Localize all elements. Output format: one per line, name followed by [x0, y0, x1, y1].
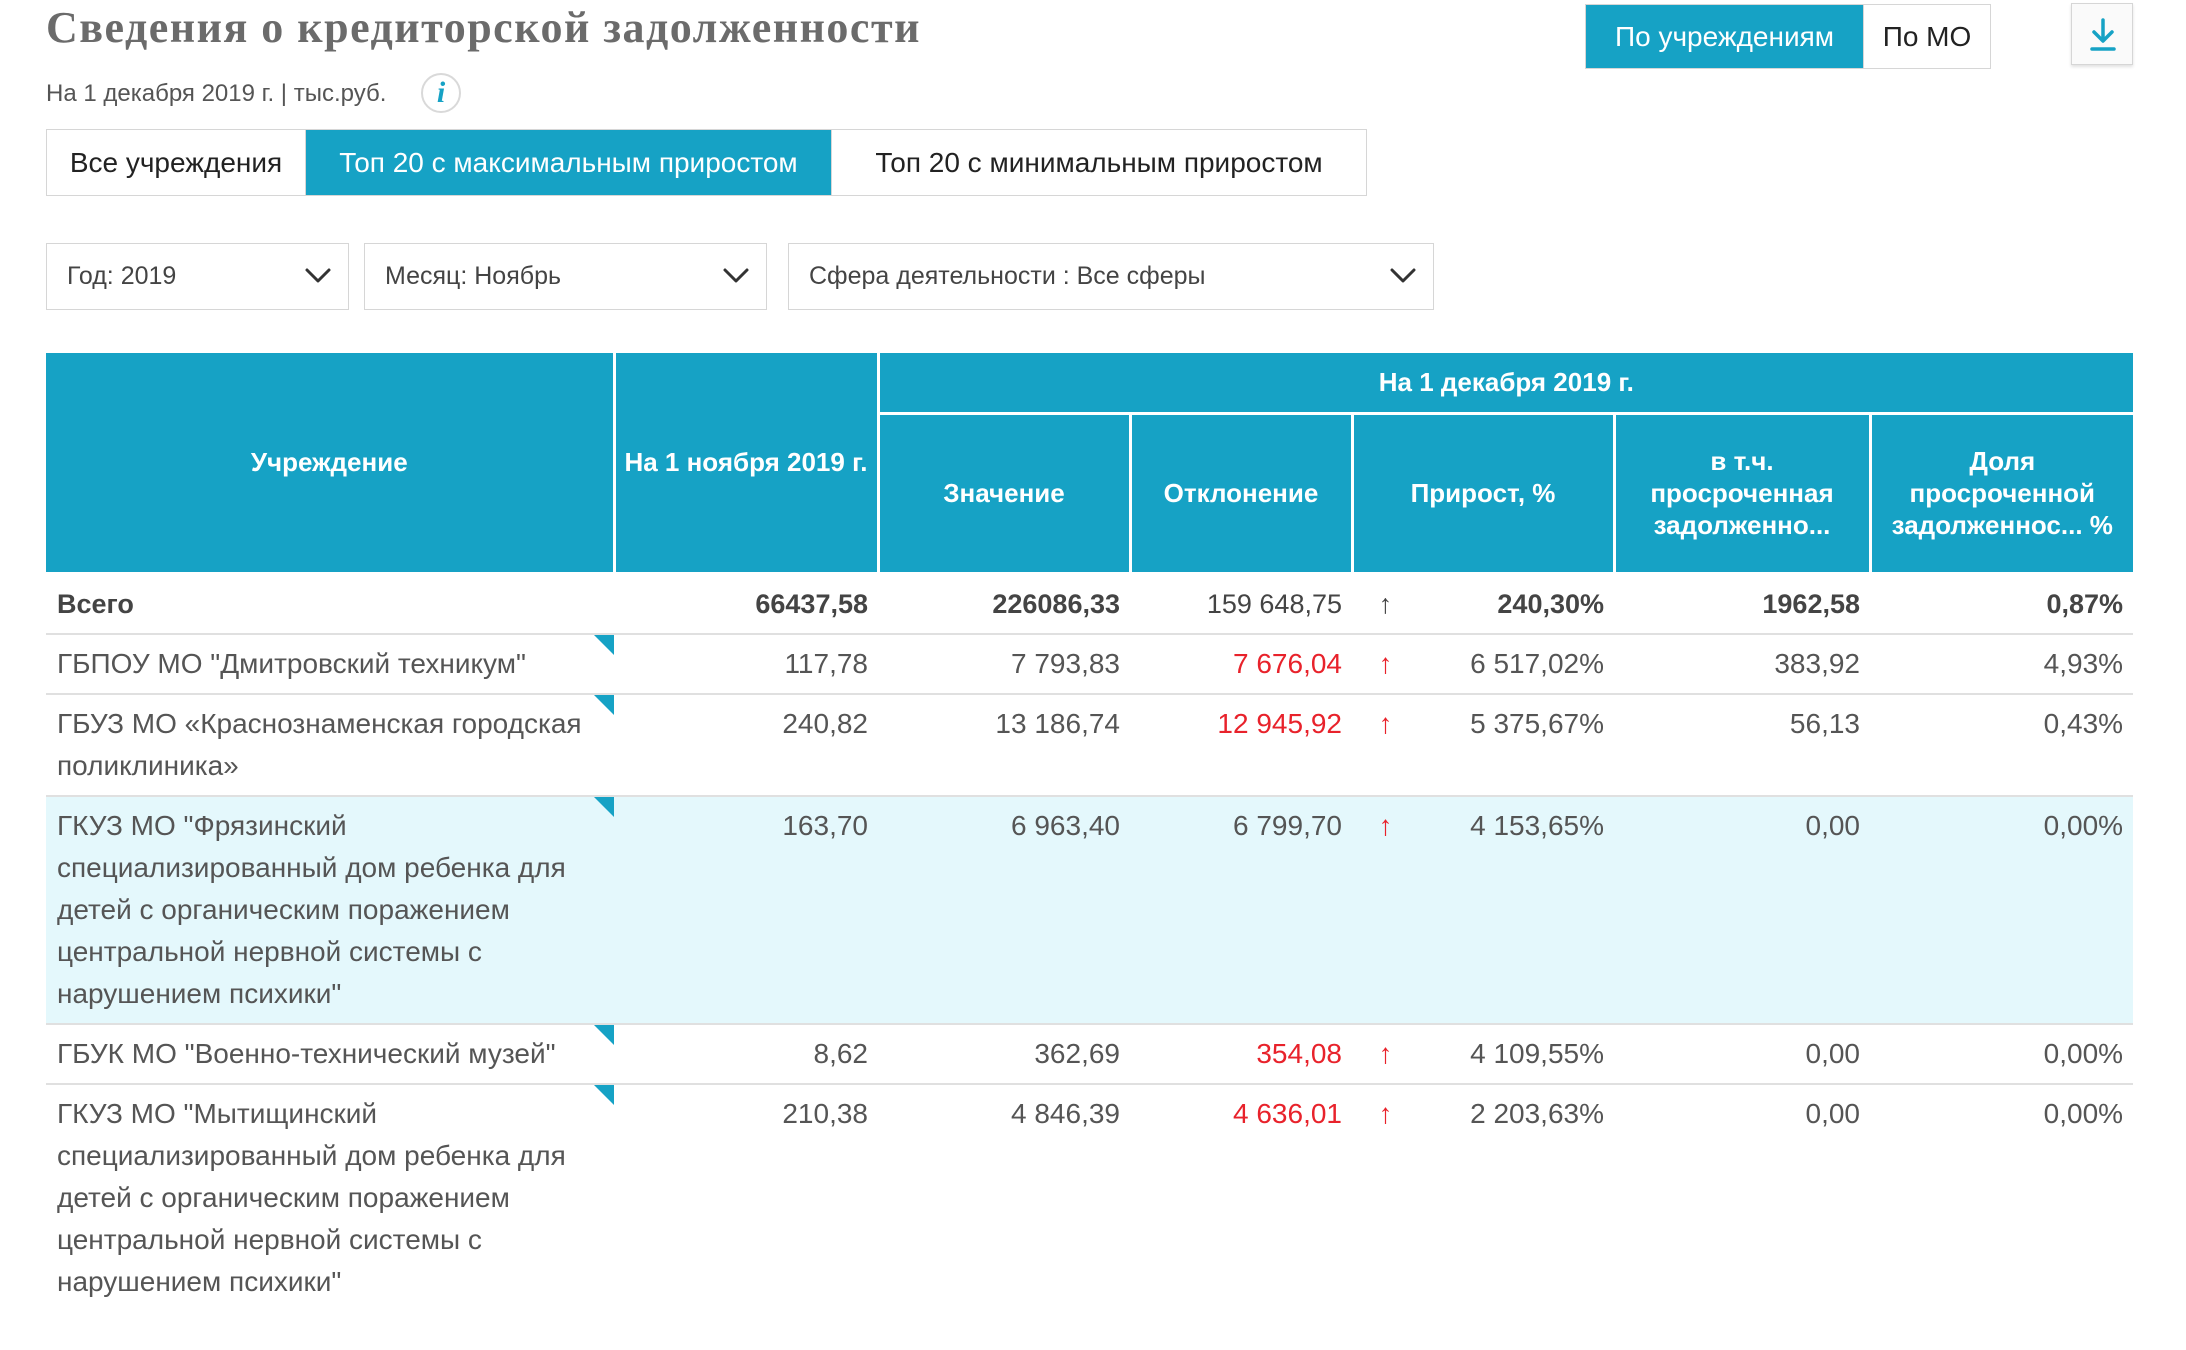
col-header-deviation[interactable]: Отклонение [1130, 413, 1352, 573]
row-name: ГКУЗ МО "Фрязинский специализированный дом ребенка для детей с органическим поражением центральной нервной системы с нарушением психики" [57, 809, 566, 1009]
table-row-total [46, 573, 2133, 634]
page-subtitle: На 1 декабря 2019 г. | тыс.руб. [46, 80, 387, 107]
table-row[interactable] [46, 1084, 2133, 1311]
tab-top-max-growth[interactable]: Топ 20 с максимальным приростом [305, 130, 831, 195]
by-institution-button[interactable]: По учреждениям [1586, 5, 1863, 68]
row-name: Всего [46, 573, 614, 634]
expand-corner-icon[interactable] [594, 1085, 614, 1105]
row-share: 0,43% [1870, 694, 2133, 796]
row-growth: 4 153,65% [1419, 796, 1614, 1024]
row-value: 226086,33 [878, 573, 1130, 634]
year-dropdown-label: Год: 2019 [67, 262, 177, 290]
debt-table [46, 353, 2133, 1311]
col-header-nov1[interactable]: На 1 ноября 2019 г. [614, 353, 878, 573]
chevron-down-icon [1389, 266, 1417, 286]
row-name: ГБПОУ МО "Дмитровский техникум" [57, 647, 526, 679]
row-overdue: 1962,58 [1614, 573, 1870, 634]
row-deviation: 7 676,04 [1130, 634, 1352, 694]
row-name: ГБУЗ МО «Краснознаменская городская поликлиника» [57, 707, 582, 781]
expand-corner-icon[interactable] [594, 1025, 614, 1045]
arrow-up-icon: ↑ [1352, 694, 1419, 796]
expand-corner-icon[interactable] [594, 797, 614, 817]
row-nov1: 210,38 [782, 1097, 868, 1129]
row-deviation: 159 648,75 [1130, 573, 1352, 634]
row-deviation: 354,08 [1130, 1024, 1352, 1084]
row-name-cell [46, 694, 614, 796]
row-growth: 2 203,63% [1470, 1097, 1604, 1129]
col-header-institution[interactable]: Учреждение [46, 353, 614, 573]
row-overdue: 56,13 [1614, 694, 1870, 796]
col-header-overdue[interactable]: в т.ч. просроченная задолженно... [1614, 413, 1870, 573]
sphere-dropdown-label: Сфера деятельности : Все сферы [809, 262, 1206, 290]
row-nov1: 117,78 [614, 634, 878, 694]
row-growth: 5 375,67% [1419, 694, 1614, 796]
col-group-header-dec1: На 1 декабря 2019 г. [878, 353, 2133, 413]
row-deviation: 12 945,92 [1130, 694, 1352, 796]
arrow-up-icon: ↑ [1352, 796, 1419, 1024]
row-growth: 240,30% [1419, 573, 1614, 634]
col-header-growth[interactable]: Прирост, % [1352, 413, 1614, 573]
row-growth: 6 517,02% [1419, 634, 1614, 694]
row-name-cell [46, 634, 614, 694]
download-icon [2089, 18, 2117, 52]
table-row[interactable] [46, 1024, 2133, 1084]
arrow-up-icon: ↑ [1352, 573, 1419, 634]
row-nov1: 163,70 [614, 796, 878, 1024]
row-name-cell [46, 1084, 614, 1311]
arrow-up-icon: ↑ [1352, 634, 1419, 694]
by-mo-button[interactable]: По МО [1863, 5, 1990, 68]
row-share: 0,00% [1870, 796, 2133, 1024]
row-share: 0,00% [1870, 1024, 2133, 1084]
row-overdue: 383,92 [1614, 634, 1870, 694]
row-value: 13 186,74 [878, 694, 1130, 796]
row-overdue: 0,00 [1614, 796, 1870, 1024]
row-growth: 4 109,55% [1419, 1024, 1614, 1084]
arrow-up-icon: ↑ [1352, 1024, 1419, 1084]
col-header-value[interactable]: Значение [878, 413, 1130, 573]
expand-corner-icon[interactable] [594, 635, 614, 655]
filter-tabs [46, 129, 1367, 196]
row-deviation: 6 799,70 [1130, 796, 1352, 1024]
page-title: Сведения о кредиторской задолженности [46, 3, 921, 52]
row-deviation: 4 636,01 [1233, 1097, 1342, 1129]
info-icon[interactable]: i [421, 73, 461, 113]
row-value: 4 846,39 [1011, 1097, 1120, 1129]
col-header-overdue-share[interactable]: Доля просроченной задолженнос... % [1870, 413, 2133, 573]
row-value: 6 963,40 [878, 796, 1130, 1024]
row-overdue: 0,00 [1805, 1097, 1860, 1129]
chevron-down-icon [304, 266, 332, 286]
tab-top-min-growth[interactable]: Топ 20 с минимальным приростом [831, 130, 1366, 195]
expand-corner-icon[interactable] [594, 695, 614, 715]
sphere-dropdown[interactable] [788, 243, 1434, 310]
row-value: 7 793,83 [878, 634, 1130, 694]
month-dropdown[interactable] [364, 243, 767, 310]
row-value: 362,69 [878, 1024, 1130, 1084]
row-name-cell [46, 796, 614, 1024]
table-row[interactable] [46, 796, 2133, 1024]
arrow-up-icon: ↑ [1378, 1097, 1393, 1129]
year-dropdown[interactable] [46, 243, 349, 310]
row-nov1: 8,62 [614, 1024, 878, 1084]
row-name-cell [46, 1024, 614, 1084]
row-nov1: 240,82 [614, 694, 878, 796]
tab-all-institutions[interactable]: Все учреждения [47, 130, 305, 195]
table-row[interactable] [46, 634, 2133, 694]
chevron-down-icon [722, 266, 750, 286]
download-button[interactable] [2071, 3, 2133, 65]
row-share: 0,87% [1870, 573, 2133, 634]
view-toggle [1585, 4, 1991, 69]
row-share: 0,00% [2043, 1097, 2124, 1129]
row-nov1: 66437,58 [614, 573, 878, 634]
table-row[interactable] [46, 694, 2133, 796]
row-name: ГКУЗ МО "Мытищинский специализированный дом ребенка для детей с органическим поражением центральной нервной системы с нарушением психики" [57, 1097, 566, 1297]
month-dropdown-label: Месяц: Ноябрь [385, 262, 562, 290]
row-name: ГБУК МО "Военно-технический музей" [57, 1037, 556, 1069]
row-overdue: 0,00 [1614, 1024, 1870, 1084]
row-share: 4,93% [1870, 634, 2133, 694]
